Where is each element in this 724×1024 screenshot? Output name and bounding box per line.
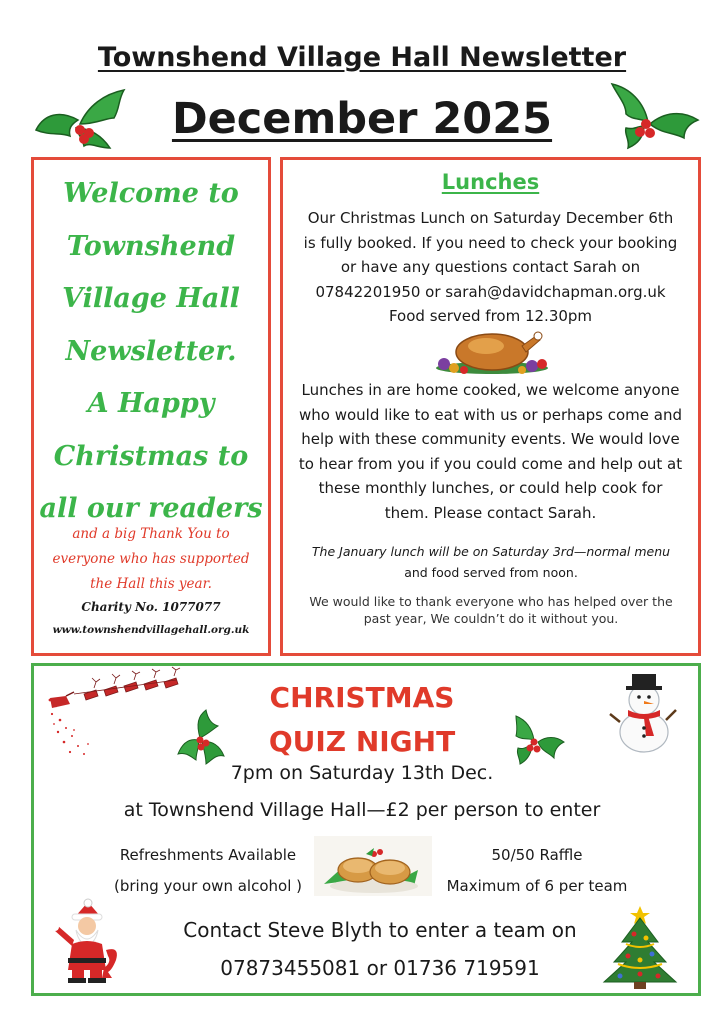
text-line: and food served from noon. [404,565,578,580]
thank-you-message [34,522,268,597]
contact-line[interactable]: 07842201950 or sarah@davidchapman.org.uk [315,282,666,301]
text-line: Our Christmas Lunch on Saturday December 6th [307,209,674,227]
newsletter-title: Townshend Village Hall Newsletter [97,42,627,73]
sleigh-icon [44,670,184,758]
contact-line: Contact Steve Blyth to enter a team on [183,918,577,942]
website-link[interactable]: www.townshendvillagehall.org.uk [52,624,250,636]
welcome-line: Christmas to [53,440,249,472]
thanks-line: and a big Thank You to [72,526,230,542]
refreshments-text: Refreshments Available [119,846,297,864]
charity-number: Charity No. 1077077 [81,600,221,614]
text-line: The January lunch will be on Saturday 3rd—normal menu [311,544,671,559]
welcome-message [34,168,268,536]
santa-icon [50,900,124,984]
welcome-line: all our readers [39,493,263,524]
alcohol-note: (bring your own alcohol ) [114,877,302,895]
text-line: them. Please contact Sarah. [384,503,597,522]
raffle-text: 50/50 Raffle [491,846,583,864]
mince-pies-icon [314,836,432,896]
text-line: who would like to eat with us or perhaps come and [298,405,682,424]
text-line: is fully booked. If you need to check your booking [303,233,678,252]
holly-icon [604,80,700,152]
text-line: these monthly lunches, or could help cook for [318,479,663,498]
welcome-line: A Happy [87,388,215,419]
text-line: Lunches in are home cooked, we welcome anyone [301,381,680,399]
thank-helpers-note [292,594,690,627]
thanks-line: the Hall this year. [90,576,212,592]
contact-phone-numbers[interactable]: 07873455081 or 01736 719591 [220,956,540,980]
quiz-heading [190,676,534,764]
quiz-venue-price: at Townshend Village Hall—£2 per person to enter [123,799,601,821]
welcome-line: Newsletter. [65,335,237,367]
heading-line: CHRISTMAS [269,681,455,714]
holly-icon [30,84,130,154]
quiz-date-time: 7pm on Saturday 13th Dec. [230,762,494,784]
text-line: We would like to thank everyone who has helped over the [309,594,673,609]
christmas-tree-icon [600,904,680,990]
welcome-line: Village Hall [62,283,240,314]
text-line: help with these community events. We would love [301,430,680,449]
heading-line: QUIZ NIGHT [268,725,456,758]
text-line: or have any questions contact Sarah on [340,258,641,277]
newsletter-month: December 2025 [171,94,553,144]
turkey-icon [434,328,550,376]
lunches-volunteer-paragraph [288,378,693,526]
text-line: past year, We couldn’t do it without you. [363,610,619,626]
text-line: to hear from you if you could come and help out at [298,454,683,473]
team-size-text: Maximum of 6 per team [446,877,628,895]
thanks-line: everyone who has supported [52,551,250,567]
welcome-line: Townshend [66,230,236,262]
january-lunch-note [292,541,690,583]
snowman-icon [608,670,678,754]
text-line: Food served from 12.30pm [388,307,593,326]
lunches-heading: Lunches [441,170,540,194]
welcome-line: Welcome to [63,178,239,209]
lunches-booking-paragraph [288,206,693,329]
